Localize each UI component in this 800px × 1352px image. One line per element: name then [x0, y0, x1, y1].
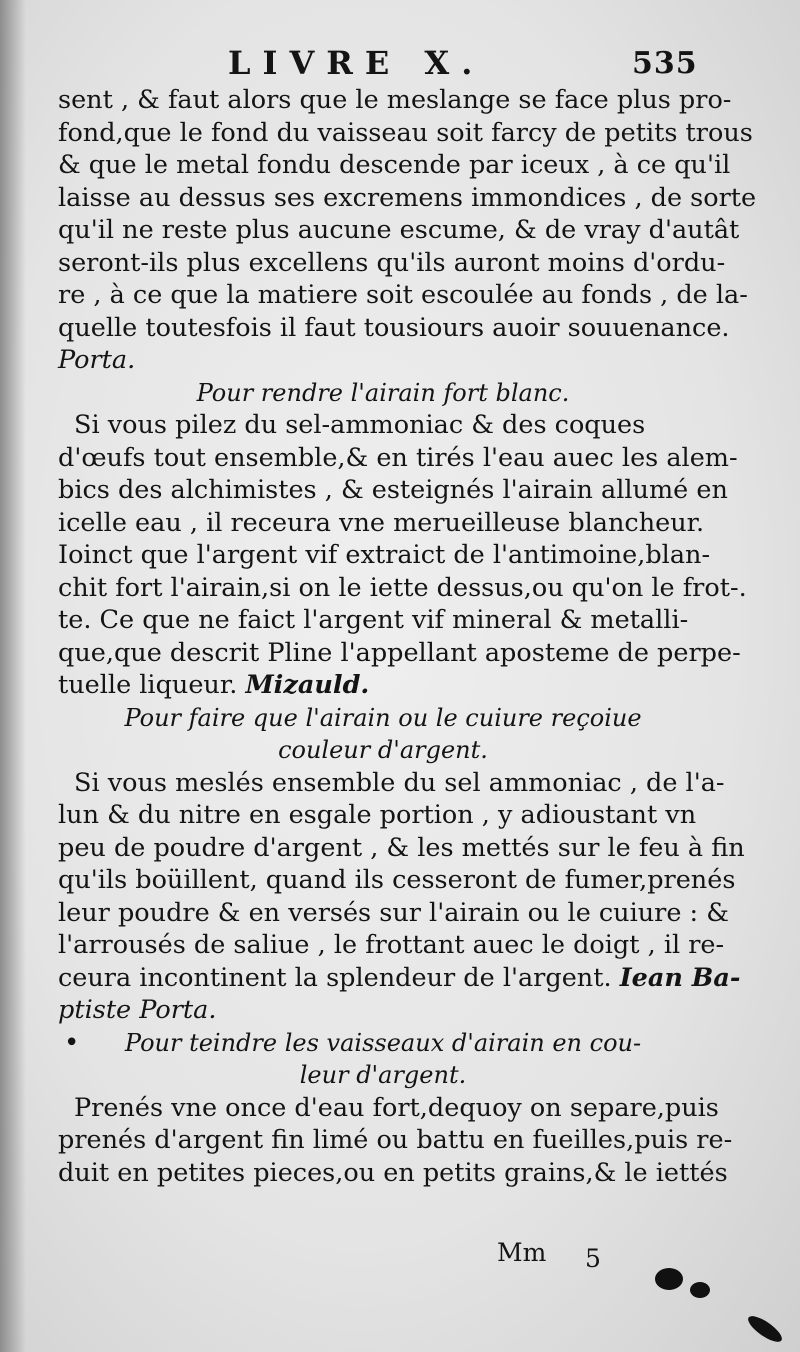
binding-shadow	[0, 0, 26, 1352]
text-line: lun & du nitre en esgale portion , y adioustant vn	[58, 800, 697, 830]
text-line: Prenés vne once d'eau fort,dequoy on separe,puis	[74, 1092, 719, 1123]
section-heading: leur d'argent.	[299, 1061, 467, 1089]
section-heading: couleur d'argent.	[278, 736, 488, 764]
text-line: bics des alchimistes , & esteignés l'airain allumé en	[58, 475, 728, 505]
text-line: d'œufs tout ensemble,& en tirés l'eau auec les alem-	[58, 442, 738, 473]
running-title: LIVRE X.	[228, 44, 485, 82]
ink-blot	[655, 1268, 683, 1290]
signature-mark: 5	[585, 1244, 601, 1273]
text-line: peu de poudre d'argent , & les mettés sur le feu à fin	[58, 832, 745, 863]
text-line: te. Ce que ne faict l'argent vif mineral & metalli-	[58, 605, 689, 635]
page-number: 535	[632, 46, 698, 81]
text-line: icelle eau , il receura vne merueilleuse blancheur.	[58, 507, 705, 538]
text-line: chit fort l'airain,si on le iette dessus,ou qu'on le frot-.	[58, 572, 747, 603]
text-line: re , à ce que la matiere soit escoulée au fonds , de la-	[58, 280, 748, 310]
text-line: sent , & faut alors que le meslange se face plus pro-	[58, 85, 732, 115]
text-line	[58, 962, 741, 995]
ink-blot	[745, 1312, 786, 1346]
text-fragment: ceura incontinent la splendeur de l'argent.	[58, 962, 612, 993]
text-line: Ioinct que l'argent vif extraict de l'antimoine,blan-	[58, 540, 711, 570]
attribution: Mizauld.	[245, 670, 370, 700]
text-line: leur poudre & en versés sur l'airain ou le cuiure : &	[58, 897, 729, 928]
section-heading	[58, 1027, 708, 1060]
text-line: qu'il ne reste plus aucune escume, & de vray d'autât	[58, 215, 740, 245]
text-line: Si vous pilez du sel-ammoniac & des coques	[74, 410, 646, 440]
heading-text: Pour teindre les vaisseaux d'airain en cou-	[124, 1028, 642, 1057]
text-line: laisse au dessus ses excremens immondices , de sorte	[58, 182, 757, 213]
text-line: fond,que le fond du vaisseau soit farcy de petits trous	[58, 117, 753, 148]
ink-blot	[690, 1282, 710, 1298]
text-line: Si vous meslés ensemble du sel ammoniac , de l'a-	[74, 767, 725, 798]
attribution: ptiste Porta.	[58, 995, 217, 1025]
section-heading: Pour faire que l'airain ou le cuiure reçoiue	[124, 703, 642, 732]
text-line: prenés d'argent fin limé ou battu en fueilles,puis re-	[58, 1125, 733, 1155]
text-line: duit en petites pieces,ou en petits grains,& le iettés	[58, 1157, 728, 1188]
attribution: Iean Ba-	[619, 962, 741, 993]
text-line: seront-ils plus excellens qu'ils auront moins d'ordu-	[58, 247, 726, 278]
section-heading: Pour rendre l'airain fort blanc.	[196, 378, 570, 407]
attribution: Porta.	[58, 345, 136, 375]
bullet-mark: •	[64, 1027, 80, 1058]
text-line: quelle toutesfois il faut tousiours auoir souuenance.	[58, 312, 730, 343]
body-text	[58, 84, 757, 1189]
text-line: & que le metal fondu descende par iceux , à ce qu'il	[58, 150, 731, 180]
text-line	[58, 669, 708, 702]
catchword: Mm	[497, 1238, 547, 1267]
text-line: qu'ils boüillent, quand ils cesseront de fumer,prenés	[58, 865, 736, 895]
text-line: que,que descrit Pline l'appellant aposteme de perpe-	[58, 637, 741, 668]
text-line: l'arrousés de saliue , le frottant auec le doigt , il re-	[58, 930, 725, 960]
text-fragment: tuelle liqueur.	[58, 670, 238, 700]
